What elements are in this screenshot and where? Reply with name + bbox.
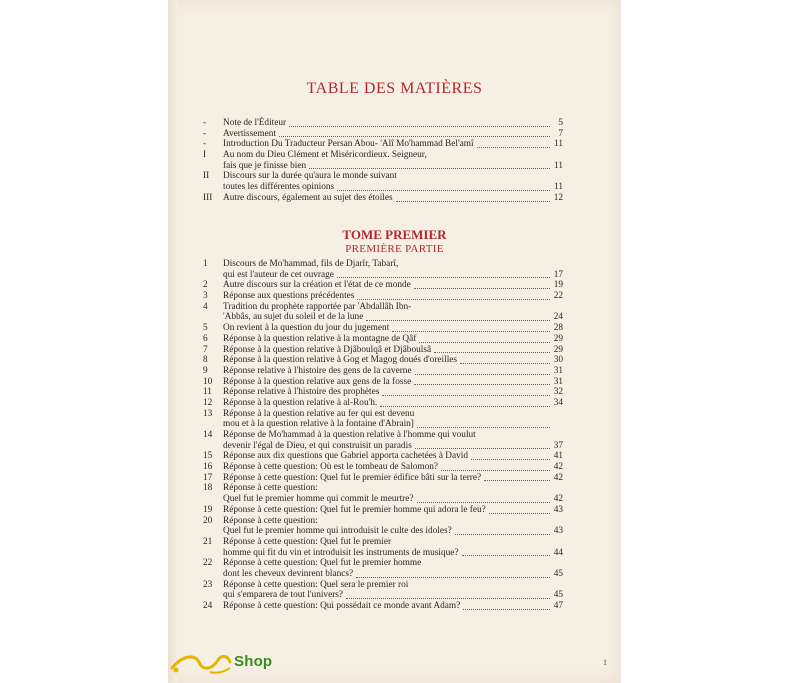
toc-entry-line bbox=[201, 462, 563, 473]
toc-entry-number: 9 bbox=[203, 365, 208, 376]
leader-dots bbox=[434, 351, 550, 353]
toc-entry-line bbox=[201, 345, 563, 356]
toc-entry-line bbox=[201, 150, 563, 161]
toc-entry-title: Réponse à la question relative à al-Rou'h. bbox=[223, 397, 378, 408]
toc-entry-number: 6 bbox=[203, 333, 208, 344]
leader-dots bbox=[392, 330, 550, 332]
toc-entry-page: 32 bbox=[553, 387, 563, 398]
toc-entry-line bbox=[201, 366, 563, 377]
leader-dots bbox=[441, 469, 550, 471]
toc-entry-line bbox=[201, 259, 563, 270]
toc-entry-number: 12 bbox=[203, 397, 213, 408]
toc-entry-page: 11 bbox=[554, 139, 563, 150]
toc-entry-number: III bbox=[203, 192, 213, 203]
toc-entry-page: 11 bbox=[554, 160, 563, 171]
leader-dots bbox=[382, 394, 550, 396]
leader-dots bbox=[357, 298, 550, 300]
toc-entry bbox=[201, 291, 563, 302]
toc-entry-title: Réponse à cette question: Quel fut le premier homme qui adora le feu? bbox=[223, 504, 486, 515]
toc-entry bbox=[201, 302, 563, 323]
toc-entry-number: 11 bbox=[203, 387, 212, 398]
toc-entry-number: - bbox=[203, 139, 207, 150]
toc-entry-number: 5 bbox=[203, 323, 208, 334]
toc-entry bbox=[201, 334, 563, 345]
leader-dots bbox=[417, 501, 550, 503]
toc-entry-number: 4 bbox=[203, 301, 208, 312]
leader-dots bbox=[366, 319, 550, 321]
toc-entry-title: Réponse à la question relative à Djâboulqâ et Djâboulsâ bbox=[223, 344, 432, 355]
leader-dots bbox=[356, 576, 550, 578]
toc-entry-title: Avertissement bbox=[223, 128, 277, 139]
toc-entry bbox=[201, 377, 563, 388]
toc-entry-line bbox=[201, 548, 563, 559]
toc-entry-page: 19 bbox=[553, 280, 563, 291]
toc-entry-title: dont les cheveux devinrent blancs? bbox=[223, 568, 354, 579]
toc-entry-line bbox=[201, 270, 563, 281]
toc-entry-page: 28 bbox=[553, 323, 563, 334]
toc-entry-line bbox=[201, 505, 563, 516]
toc-entry-page: 22 bbox=[553, 291, 563, 302]
toc-entry bbox=[201, 150, 563, 171]
toc-entry-page: 42 bbox=[553, 472, 563, 483]
toc-entry-line bbox=[201, 280, 563, 291]
toc-entry-line bbox=[201, 355, 563, 366]
toc-entry-title: Réponse à cette question: bbox=[223, 515, 318, 526]
toc-entry-number: 17 bbox=[203, 472, 213, 483]
toc-entry-number: 16 bbox=[203, 462, 213, 473]
toc-entry bbox=[201, 409, 563, 430]
toc-entry-title: Réponse à cette question: Quel fut le premier homme bbox=[223, 558, 422, 569]
toc-entry-number: 20 bbox=[203, 515, 213, 526]
leader-dots bbox=[471, 458, 550, 460]
toc-entry-title: Réponse à cette question: Où est le tombeau de Salomon? bbox=[223, 462, 439, 473]
toc-entry-line bbox=[201, 387, 563, 398]
toc-entry bbox=[201, 323, 563, 334]
leader-dots bbox=[414, 383, 550, 385]
toc-entry-title: qui s'emparera de tout l'univers? bbox=[223, 590, 344, 601]
toc-entry bbox=[201, 387, 563, 398]
toc-entry-title: toutes les différentes opinions bbox=[223, 182, 335, 193]
toc-entry-page: 5 bbox=[558, 118, 563, 128]
toc-entry-page: 44 bbox=[553, 547, 563, 558]
toc-entry-number: 18 bbox=[203, 483, 213, 494]
toc-entry-line bbox=[201, 441, 563, 452]
leader-dots bbox=[477, 146, 550, 148]
toc-entry-number: 22 bbox=[203, 558, 213, 569]
leader-dots bbox=[415, 447, 550, 449]
toc-entry-line bbox=[201, 590, 563, 601]
toc-entry-line bbox=[201, 302, 563, 313]
toc-entry-line bbox=[201, 129, 563, 140]
toc-entry-line bbox=[201, 419, 563, 430]
toc-entry-line bbox=[201, 537, 563, 548]
toc-entry-title: Au nom du Dieu Clément et Miséricordieux. Seigneur, bbox=[223, 150, 427, 161]
toc-entry bbox=[201, 118, 563, 129]
toc-entry bbox=[201, 171, 563, 192]
toc-entry-title: Réponse à la question relative à Gog et Magog doués d'oreilles bbox=[223, 355, 458, 366]
toc-entry-line bbox=[201, 569, 563, 580]
toc-entry-line bbox=[201, 451, 563, 462]
toc-entry-title: devenir l'égal de Dieu, et qui construisit un paradis bbox=[223, 440, 412, 451]
book-page bbox=[168, 0, 621, 683]
toc-entry-title: Réponse à cette question: bbox=[223, 483, 318, 494]
toc-entry-number: 14 bbox=[203, 430, 213, 440]
toc-entry-line bbox=[201, 161, 563, 172]
front-matter-list bbox=[201, 118, 563, 204]
toc-entry bbox=[201, 537, 563, 558]
toc-entry-number: 1 bbox=[203, 259, 208, 269]
toc-entry-number: II bbox=[203, 171, 210, 182]
toc-entry-line bbox=[201, 334, 563, 345]
toc-entry-title: qui est l'auteur de cet ouvrage bbox=[223, 269, 334, 280]
leader-dots bbox=[419, 341, 550, 343]
toc-entry-page: 37 bbox=[553, 440, 563, 451]
leader-dots bbox=[279, 135, 550, 137]
toc-entry-title: Réponse relative à l'histoire des prophètes bbox=[223, 387, 380, 398]
page-number: 1 bbox=[603, 658, 607, 667]
toc-entry-title: Discours sur la durée qu'aura le monde suivant bbox=[223, 171, 397, 182]
leader-dots bbox=[337, 276, 550, 278]
page-gutter bbox=[168, 0, 178, 683]
leader-dots bbox=[346, 597, 550, 599]
toc-entry-title: On revient à la question du jour du jugement bbox=[223, 323, 390, 334]
toc-entry-title: Note de l'Éditeur bbox=[223, 118, 287, 128]
toc-entry-line bbox=[201, 494, 563, 505]
toc-entry-title: Quel fut le premier homme qui commit le meurtre? bbox=[223, 494, 414, 505]
chapter-list bbox=[201, 259, 563, 612]
toc-entry-title: Réponse aux questions précédentes bbox=[223, 291, 355, 302]
toc-entry-title: Réponse à la question relative au fer qui est devenu bbox=[223, 408, 415, 419]
toc-entry bbox=[201, 355, 563, 366]
leader-dots bbox=[460, 362, 550, 364]
toc-entry-number: 13 bbox=[203, 408, 213, 419]
toc-entry bbox=[201, 505, 563, 516]
leader-dots bbox=[463, 608, 550, 610]
toc-entry-title: Tradition du prophète rapportée par 'Abdallâh Ibn- bbox=[223, 301, 412, 312]
toc-entry-line bbox=[201, 312, 563, 323]
toc-entry-page: 17 bbox=[553, 269, 563, 280]
toc-entry-line bbox=[201, 473, 563, 484]
toc-entry-line bbox=[201, 171, 563, 182]
toc-entry-line bbox=[201, 182, 563, 193]
toc-entry bbox=[201, 430, 563, 451]
toc-entry-page: 7 bbox=[558, 128, 563, 139]
toc-entry-number: 10 bbox=[203, 376, 213, 387]
toc-entry-page: 47 bbox=[553, 601, 563, 611]
toc-entry bbox=[201, 345, 563, 356]
toc-entry-title: Réponse aux dix questions que Gabriel apporta cachetées à David bbox=[223, 451, 468, 462]
toc-entry-page: 43 bbox=[553, 526, 563, 537]
toc-entry-line bbox=[201, 430, 563, 441]
toc-entry-line bbox=[201, 483, 563, 494]
toc-entry bbox=[201, 129, 563, 140]
toc-entry-title: Réponse à la question relative à la montagne de Qâf bbox=[223, 333, 417, 344]
toc-entry bbox=[201, 601, 563, 612]
toc-entry-title: Réponse relative à l'histoire des gens de la caverne bbox=[223, 365, 412, 376]
toc-entry-title: Réponse à cette question: Quel fut le premier bbox=[223, 536, 392, 547]
toc-entry-number: 7 bbox=[203, 344, 208, 355]
toc-entry-number: 21 bbox=[203, 536, 213, 547]
toc-entry-line bbox=[201, 193, 563, 204]
toc-entry-page: 45 bbox=[553, 590, 563, 601]
tome-heading: TOME PREMIER bbox=[342, 227, 447, 242]
leader-dots bbox=[462, 554, 551, 556]
toc-entry-page: 45 bbox=[553, 568, 563, 579]
shop-logo[interactable]: Shop bbox=[234, 653, 273, 670]
toc-entry-title: Introduction Du Traducteur Persan Abou- 'Alî Mo'hammad Bel'amî bbox=[223, 139, 474, 150]
toc-entry-title: Réponse à la question relative aux gens de la fosse bbox=[223, 376, 412, 387]
toc-entry-title: Autre discours sur la création et l'état de ce monde bbox=[223, 280, 411, 291]
toc-entry-number: 2 bbox=[203, 280, 208, 291]
toc-entry-page: 34 bbox=[553, 397, 563, 408]
toc-entry-page: 24 bbox=[553, 312, 563, 323]
toc-entry-number: 3 bbox=[203, 291, 208, 302]
leader-dots bbox=[417, 426, 550, 428]
toc-entry-number: 15 bbox=[203, 451, 213, 462]
toc-entry-page: 42 bbox=[553, 494, 563, 505]
toc-entry-number: 8 bbox=[203, 355, 208, 366]
toc-entry-title: Réponse à cette question: Quel sera le premier roi bbox=[223, 579, 409, 590]
toc-entry-page: 12 bbox=[553, 192, 563, 203]
toc-entry bbox=[201, 366, 563, 377]
page-title: TABLE DES MATIÈRES bbox=[306, 80, 483, 97]
toc-entry-title: Réponse à cette question: Quel fut le premier édifice bâti sur la terre? bbox=[223, 472, 482, 483]
toc-entry-line bbox=[201, 409, 563, 420]
toc-entry-line bbox=[201, 558, 563, 569]
toc-entry bbox=[201, 462, 563, 473]
toc-entry-line bbox=[201, 323, 563, 334]
toc-entry bbox=[201, 516, 563, 537]
toc-entry-line bbox=[201, 398, 563, 409]
toc-entry-line bbox=[201, 601, 563, 612]
toc-entry bbox=[201, 483, 563, 504]
toc-entry-page: 31 bbox=[553, 376, 563, 387]
toc-entry bbox=[201, 473, 563, 484]
toc-entry-title: Discours de Mo'hammad, fils de Djarîr, Tabarî, bbox=[223, 259, 399, 269]
toc-entry-title: Réponse à cette question: Qui possédait ce monde avant Adam? bbox=[223, 601, 461, 611]
part-heading: PREMIÈRE PARTIE bbox=[345, 243, 444, 255]
leader-dots bbox=[309, 167, 550, 169]
toc-entry-line bbox=[201, 377, 563, 388]
toc-entry-title: fais que je finisse bien bbox=[223, 160, 307, 171]
toc-entry bbox=[201, 451, 563, 462]
leader-dots bbox=[414, 287, 550, 289]
leader-dots bbox=[415, 373, 550, 375]
toc-entry-line bbox=[201, 139, 563, 150]
toc-entry bbox=[201, 558, 563, 579]
leader-dots bbox=[484, 479, 550, 481]
toc-entry-line bbox=[201, 580, 563, 591]
toc-entry-number: - bbox=[203, 128, 207, 139]
toc-entry bbox=[201, 193, 563, 204]
toc-entry bbox=[201, 139, 563, 150]
toc-entry bbox=[201, 280, 563, 291]
leader-dots bbox=[289, 125, 550, 127]
toc-entry-line bbox=[201, 291, 563, 302]
toc-entry-page: 43 bbox=[553, 504, 563, 515]
toc-entry-page: 30 bbox=[553, 355, 563, 366]
toc-entry-line bbox=[201, 516, 563, 527]
toc-entry-page: 42 bbox=[553, 462, 563, 473]
toc-entry-title: mou et à la question relative à la fontaine d'Abrain] bbox=[223, 419, 414, 430]
toc-entry-title: Autre discours, également au sujet des étoiles bbox=[223, 192, 393, 203]
toc-entry-title: Réponse de Mo'hammad à la question relative à l'homme qui voulut bbox=[223, 430, 476, 440]
toc-entry-title: Quel fut le premier homme qui introduisit le culte des idoles? bbox=[223, 526, 452, 537]
toc-entry-number: - bbox=[203, 118, 207, 128]
toc-entry-line bbox=[201, 526, 563, 537]
leader-dots bbox=[455, 533, 550, 535]
toc-entry bbox=[201, 259, 563, 280]
toc-entry-page: 41 bbox=[553, 451, 563, 462]
toc-entry-number: 19 bbox=[203, 504, 213, 515]
toc-entry-page: 11 bbox=[554, 182, 563, 193]
leader-dots bbox=[337, 189, 550, 191]
toc-entry-number: I bbox=[203, 150, 207, 161]
leader-dots bbox=[489, 512, 550, 514]
toc-entry-page: 29 bbox=[553, 344, 563, 355]
toc-entry-title: homme qui fit du vin et introduisit les instruments de musique? bbox=[223, 547, 459, 558]
toc-entry-page: 29 bbox=[553, 333, 563, 344]
toc-entry bbox=[201, 580, 563, 601]
toc-entry-page: 31 bbox=[553, 365, 563, 376]
leader-dots bbox=[380, 405, 550, 407]
toc-entry bbox=[201, 398, 563, 409]
toc-entry-number: 24 bbox=[203, 601, 213, 611]
toc-entry-number: 23 bbox=[203, 579, 213, 590]
toc-entry-line bbox=[201, 118, 563, 129]
toc-entry-title: 'Abbâs, au sujet du soleil et de la lune bbox=[223, 312, 364, 323]
leader-dots bbox=[396, 200, 550, 202]
